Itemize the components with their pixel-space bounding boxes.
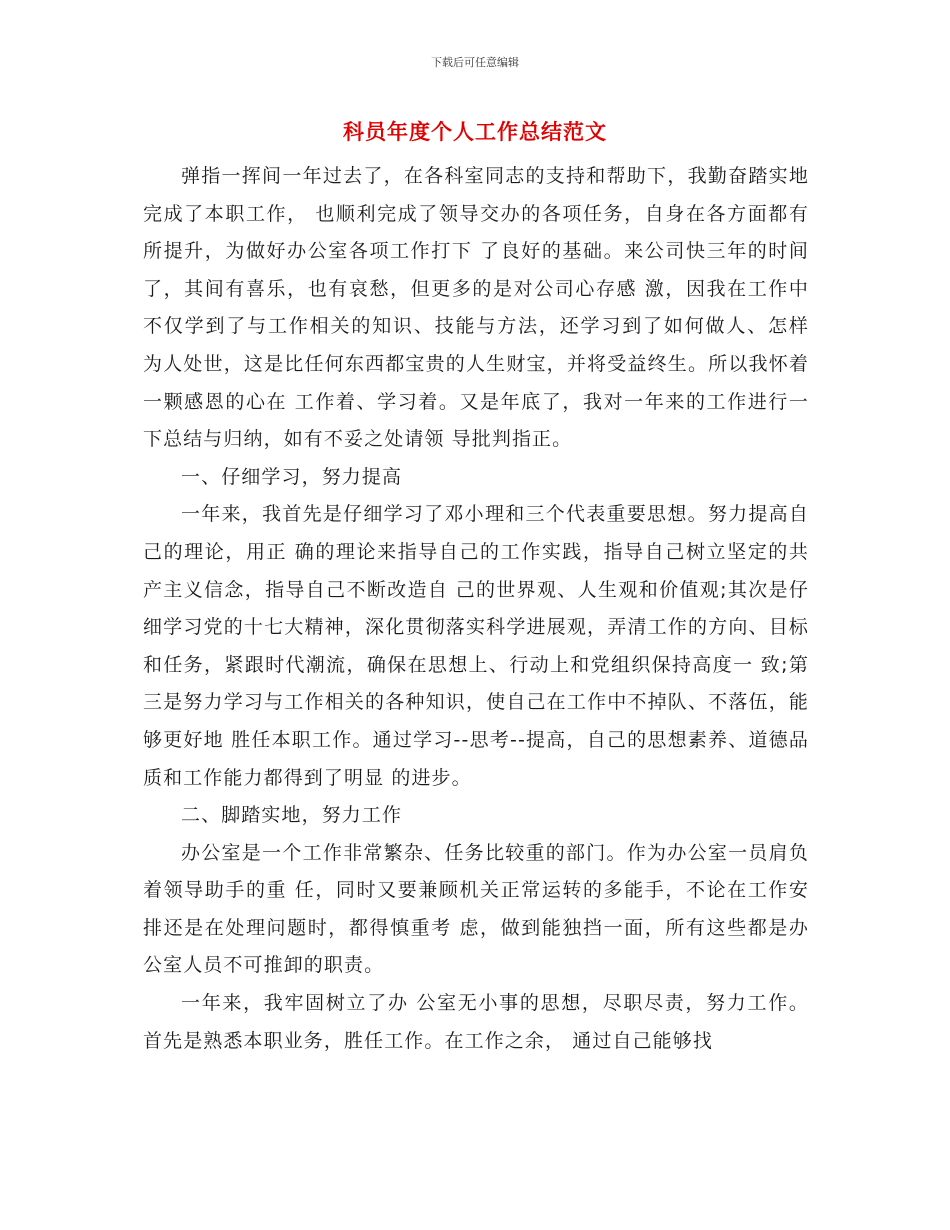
section-heading-1: 一、仔细学习，努力提高 (181, 465, 403, 488)
header-note: 下载后可任意编辑 (431, 56, 519, 69)
section-heading-2: 二、脚踏实地，努力工作 (181, 804, 403, 827)
paragraph-section-1: 一年来，我首先是仔细学习了邓小理和三个代表重要思想。努力提高自己的理论，用正 确的理论来指导自己的工作实践，指导自己树立坚定的共产主义信念，指导自己不断改造自 己的世界观、人生观和价值观;其次是仔细学习党的十七大精神，深化贯彻落实科学进展观，弄清工作的方向、目标和任务，紧跟时代潮流，确保在思想上、行动上和党组织保持高度一 致;第三是努力学习与工作相关的各种知识，使自己在工作中不掉队、不落伍，能够更好地 胜任本职工作。通过学习--思考--提高，自己的思想素养、道德品质和工作能力都得到了明显 的进步。 (143, 503, 809, 789)
paragraph-section-2a: 办公室是一个工作非常繁杂、任务比较重的部门。作为办公室一员肩负着领导助手的重 任，同时又要兼顾机关正常运转的多能手，不论在工作安排还是在处理问题时，都得慎重考 虑，做到能独挡一面，所有这些都是办公室人员不可推卸的职责。 (143, 841, 809, 977)
paragraph-intro: 弹指一挥间一年过去了，在各科室同志的支持和帮助下，我勤奋踏实地完成了本职工作， 也顺利完成了领导交办的各项任务，自身在各方面都有所提升，为做好办公室各项工作打下 了良好的基础。来公司快三年的时间了，其间有喜乐，也有哀愁，但更多的是对公司心存感 激，因我在工作中不仅学到了与工作相关的知识、技能与方法，还学习到了如何做人、怎样 为人处世，这是比任何东西都宝贵的人生财宝，并将受益终生。所以我怀着一颗感恩的心在 工作着、学习着。又是年底了，我对一年来的工作进行一下总结与归纳，如有不妥之处请领 导批判指正。 (143, 165, 809, 451)
document-body (143, 158, 809, 1060)
document-title: 科员年度个人工作总结范文 (343, 120, 607, 144)
paragraph-section-2b: 一年来，我牢固树立了办 公室无小事的思想，尽职尽责，努力工作。首先是熟悉本职业务，胜任工作。在工作之余， 通过自己能够找 (143, 992, 809, 1052)
